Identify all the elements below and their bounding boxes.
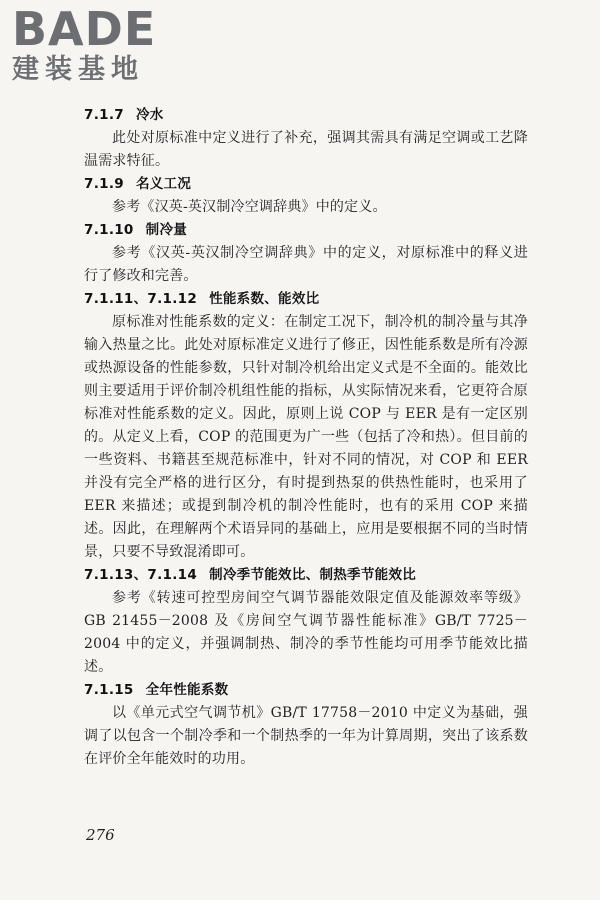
- logo-subtitle-text: 建装基地: [12, 54, 144, 85]
- section-paragraph: 参考《汉英-英汉制冷空调辞典》中的定义。: [112, 199, 387, 215]
- section-title: 全年性能系数: [145, 682, 229, 698]
- section-heading-7-1-13: [84, 564, 528, 587]
- section-title: 性能系数、能效比: [209, 291, 320, 307]
- logo-brand-text: BADE: [12, 2, 157, 56]
- publisher-logo: [12, 4, 182, 90]
- section-paragraph: 以《单元式空气调节机》GB/T 17758－2010 中定义为基础，强调了以包含一个制冷季和一个制热季的一年为计算周期，突出了该系数在评价全年能效时的功用。: [84, 705, 528, 767]
- page-body: [84, 104, 528, 771]
- section-paragraph: 参考《汉英-英汉制冷空调辞典》中的定义，对原标准中的释义进行了修改和完善。: [84, 245, 528, 284]
- section-number: 7.1.11、7.1.12: [84, 291, 198, 307]
- page-number: 276: [86, 826, 115, 844]
- section-heading-7-1-10: [84, 219, 528, 242]
- section-heading-7-1-11: [84, 288, 528, 311]
- section-number: 7.1.13、7.1.14: [84, 567, 198, 583]
- section-number: 7.1.10: [84, 222, 134, 238]
- section-number: 7.1.15: [84, 682, 134, 698]
- section-heading-7-1-7: [84, 104, 528, 127]
- section-heading-7-1-9: [84, 173, 528, 196]
- section-paragraph: 此处对原标准中定义进行了补充，强调其需具有满足空调或工艺降温需求特征。: [84, 130, 528, 169]
- section-number: 7.1.7: [84, 107, 124, 123]
- section-number: 7.1.9: [84, 176, 124, 192]
- section-title: 制冷季节能效比、制热季节能效比: [209, 567, 417, 583]
- section-title: 名义工况: [135, 176, 192, 192]
- section-paragraph: 参考《转速可控型房间空气调节器能效限定值及能源效率等级》GB 21455－2008 及《房间空气调节器性能标准》GB/T 7725－2004 中的定义，并强调制热、制冷的季节性能均可用季节能效比描述。: [84, 590, 528, 675]
- section-title: 冷水: [135, 107, 164, 123]
- section-title: 制冷量: [145, 222, 188, 238]
- section-paragraph: 原标准对性能系数的定义：在制定工况下，制冷机的制冷量与其净输入热量之比。此处对原标准定义进行了修正，因性能系数是所有冷源或热源设备的性能参数，只针对制冷机给出定义式是不全面的。能效比则主要适用于评价制冷机组性能的指标，从实际情况来看，它更符合原标准对性能系数的定义。因此，原则上说 COP 与 EER 是有一定区别的。从定义上看，COP 的范围更为广一些（包括了冷和热）。但目前的一些资料、书籍甚至规范标准中，针对不同的情况，对 COP 和 EER 并没有完全严格的进行区分，有时提到热泵的供热性能时，也采用了 EER 来描述；或提到制冷机的制冷性能时，也有的采用 COP 来描述。因此，在理解两个术语异同的基础上，应用是要根据不同的当时情景，只要不导致混淆即可。: [84, 314, 528, 560]
- section-heading-7-1-15: [84, 679, 528, 702]
